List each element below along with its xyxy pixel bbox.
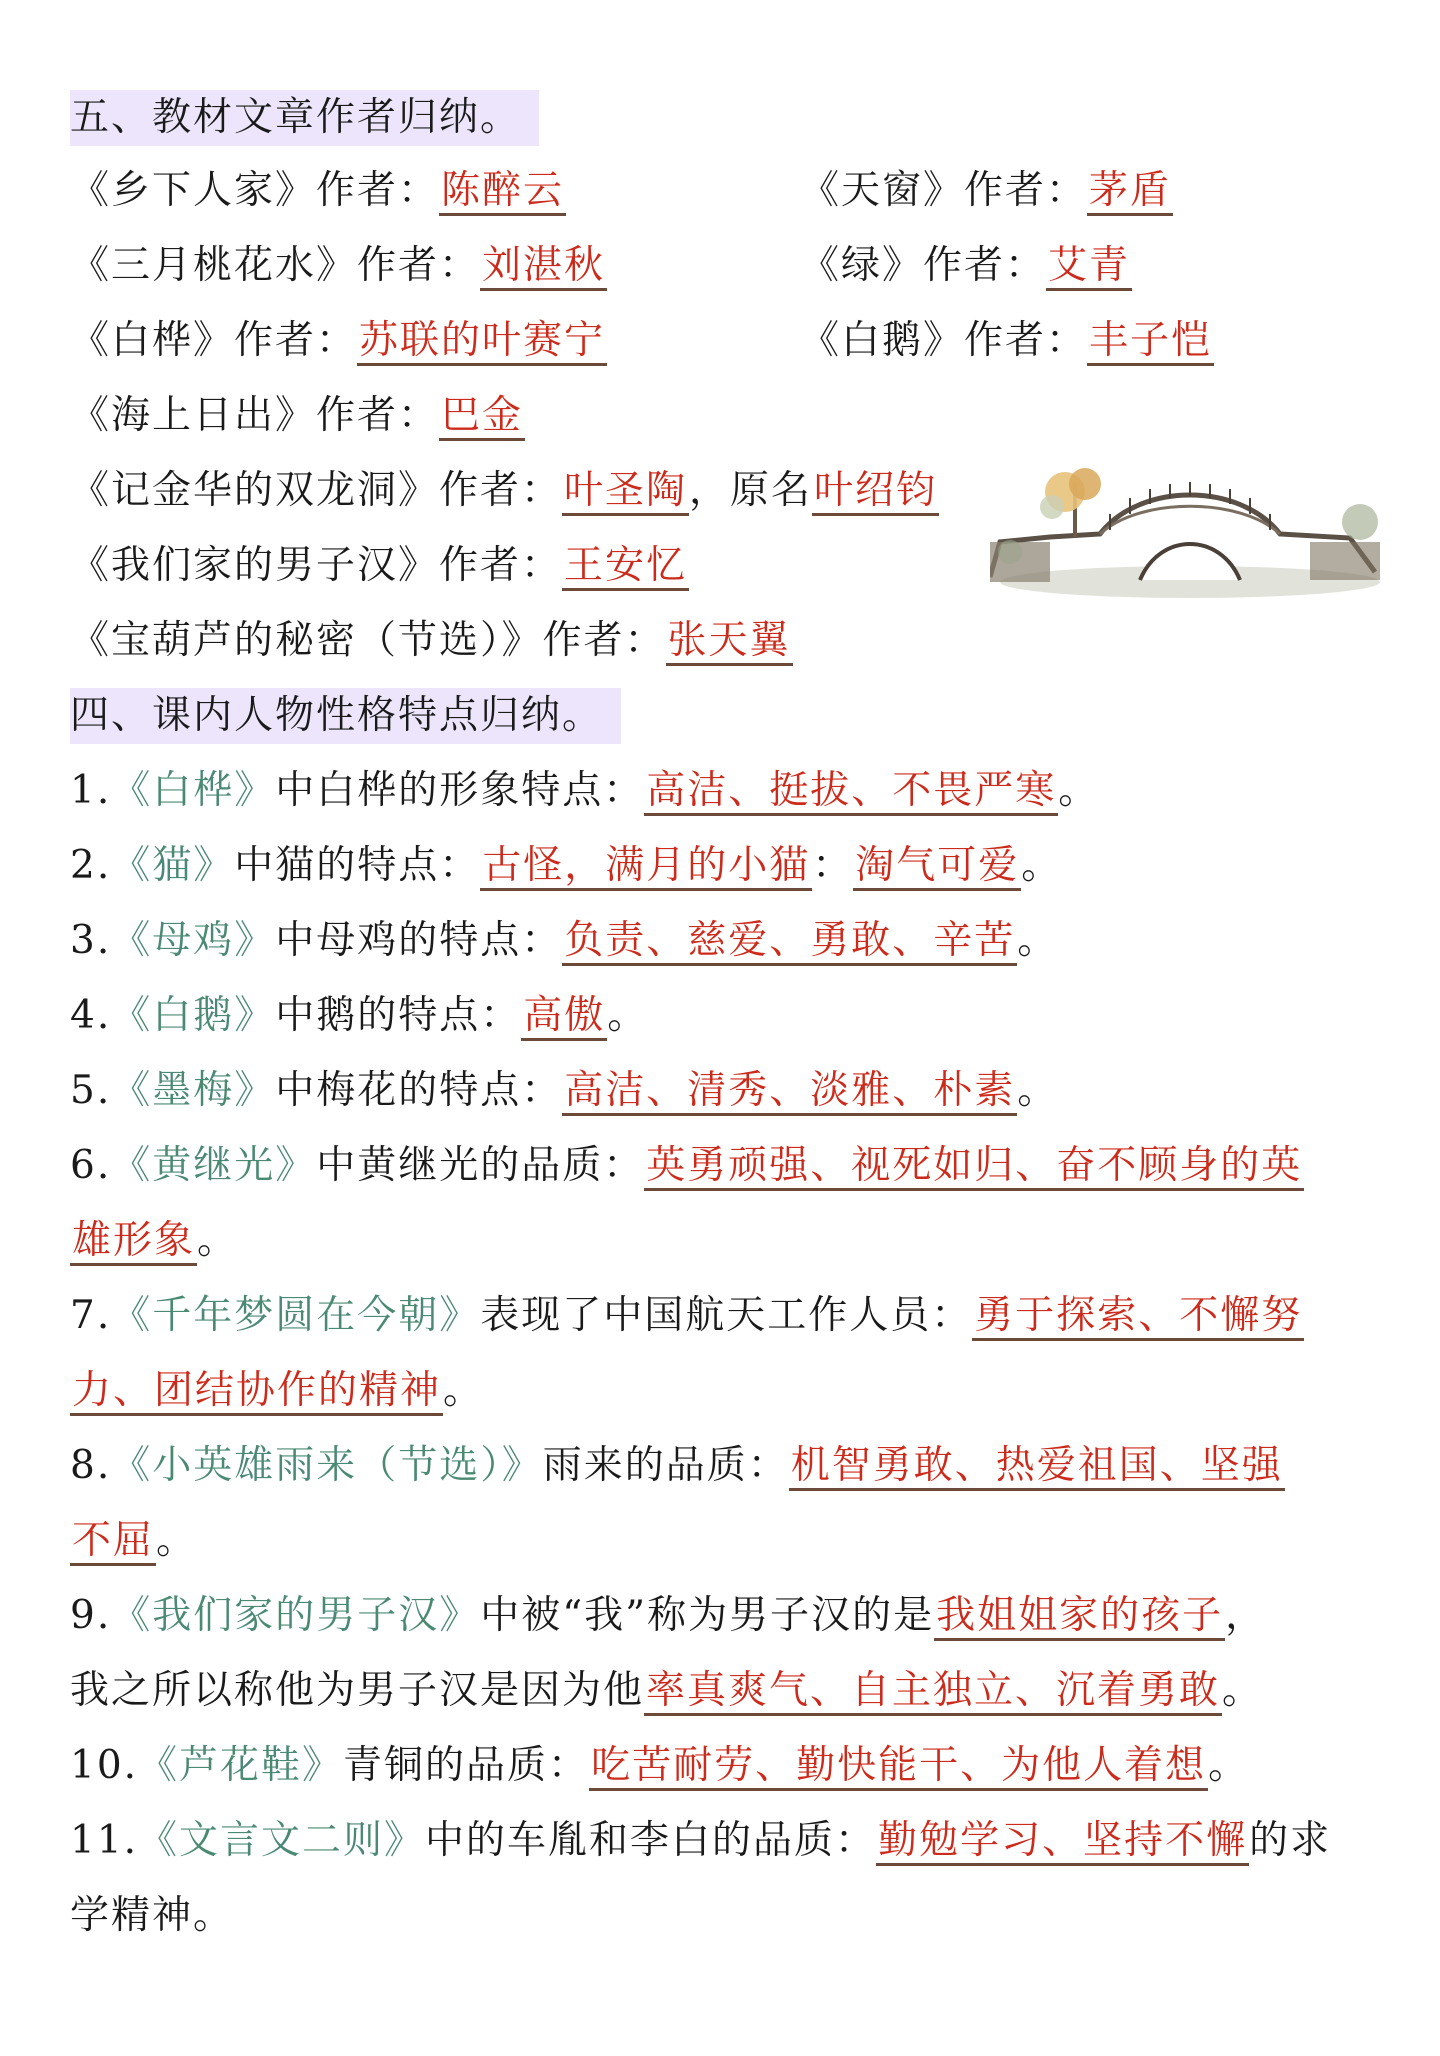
item-title: 《黄继光》 (111, 1143, 317, 1188)
item-number: 1. (70, 768, 112, 813)
item-text: 中梅花的特点： (275, 1068, 563, 1113)
item-end: 。 (193, 1893, 235, 1938)
trait-item-11 (70, 1813, 1370, 1869)
item-answer: 英勇顽强、视死如归、奋不顾身的英 (644, 1143, 1304, 1191)
item-mid: ： (812, 843, 854, 888)
author-row-1 (70, 163, 1370, 219)
author-label: 《三月桃花水》作者： (70, 243, 481, 288)
item-text-cont: 我之所以称他为男子汉是因为他 (70, 1668, 645, 1713)
trait-item-5 (70, 1063, 1370, 1119)
item-answer: 勤勉学习、坚持不懈 (876, 1818, 1249, 1866)
trait-item-1 (70, 763, 1370, 819)
item-text: 中黄继光的品质： (316, 1143, 645, 1188)
item-number: 7. (70, 1293, 112, 1338)
author-row-4 (70, 388, 1370, 444)
section5-heading-row (70, 90, 1370, 146)
item-end: 。 (607, 993, 649, 1038)
item-end: 。 (1021, 843, 1063, 888)
item-end: 。 (1017, 918, 1059, 963)
item-answer-cont: 雄形象 (70, 1218, 197, 1266)
item-number: 4. (70, 993, 112, 1038)
author-label: 《记金华的双龙洞》作者： (70, 468, 563, 513)
author-label: 《绿》作者： (800, 243, 1047, 288)
item-end: 。 (443, 1368, 485, 1413)
item-answer: 高洁、挺拔、不畏严寒 (644, 768, 1058, 816)
item-text: 中猫的特点： (234, 843, 481, 888)
item-answer: 机智勇敢、热爱祖国、坚强 (789, 1443, 1285, 1491)
author-answer: 王安忆 (562, 543, 689, 591)
item-title: 《芦花鞋》 (138, 1743, 344, 1788)
trait-item-7 (70, 1288, 1370, 1344)
author-row-2 (70, 238, 1370, 294)
item-answer: 负责、慈爱、勇敢、辛苦 (562, 918, 1017, 966)
item-end: 。 (1017, 1068, 1059, 1113)
item-mid: ， (1225, 1593, 1267, 1638)
item-title: 《文言文二则》 (138, 1818, 426, 1863)
author-answer: 艾青 (1046, 243, 1132, 291)
trait-item-2 (70, 838, 1370, 894)
section4-heading-row (70, 688, 1370, 744)
item-end: 。 (1208, 1743, 1250, 1788)
section4-heading: 四、课内人物性格特点归纳。 (70, 688, 621, 744)
item-text: 中被“我”称为男子汉的是 (480, 1593, 935, 1638)
item-number: 11. (70, 1818, 139, 1863)
author-answer: 陈醉云 (439, 168, 566, 216)
item-answer: 吃苦耐劳、勤快能干、为他人着想 (589, 1743, 1208, 1791)
item-answer-2: 淘气可爱 (853, 843, 1021, 891)
author-label: 《乡下人家》作者： (70, 168, 440, 213)
item-title: 《母鸡》 (111, 918, 276, 963)
item-text-cont: 学精神 (70, 1893, 194, 1938)
item-title: 《白鹅》 (111, 993, 276, 1038)
author-label: 《宝葫芦的秘密（节选）》作者： (70, 618, 666, 663)
trait-item-7-cont (70, 1363, 1370, 1419)
item-title: 《白桦》 (111, 768, 276, 813)
author-answer: 巴金 (439, 393, 525, 441)
author-row-3 (70, 313, 1370, 369)
item-number: 8. (70, 1443, 112, 1488)
item-number: 10. (70, 1743, 139, 1788)
section5-heading: 五、教材文章作者归纳。 (70, 90, 539, 146)
author-answer: 丰子恺 (1087, 318, 1214, 366)
item-text: 雨来的品质： (542, 1443, 789, 1488)
author-label: 《白桦》作者： (70, 318, 358, 363)
item-number: 3. (70, 918, 112, 963)
author-answer: 苏联的叶赛宁 (357, 318, 607, 366)
item-title: 《猫》 (111, 843, 235, 888)
trait-item-3 (70, 913, 1370, 969)
item-answer: 古怪，满月的小猫 (480, 843, 812, 891)
author-answer: 叶圣陶 (562, 468, 689, 516)
item-number: 5. (70, 1068, 112, 1113)
item-text: 中母鸡的特点： (275, 918, 563, 963)
item-answer: 高傲 (521, 993, 607, 1041)
trait-item-9 (70, 1588, 1370, 1644)
author-label: 《白鹅》作者： (800, 318, 1088, 363)
trait-item-8-cont (70, 1513, 1370, 1569)
item-end: 。 (1058, 768, 1100, 813)
item-answer-cont: 力、团结协作的精神 (70, 1368, 443, 1416)
item-text: 中鹅的特点： (275, 993, 522, 1038)
trait-item-9-cont (70, 1663, 1370, 1719)
trait-item-6 (70, 1138, 1370, 1194)
item-title: 《千年梦圆在今朝》 (111, 1293, 481, 1338)
trait-item-6-cont (70, 1213, 1370, 1269)
item-number: 2. (70, 843, 112, 888)
author-answer: 刘湛秋 (480, 243, 607, 291)
trait-item-8 (70, 1438, 1370, 1494)
trait-item-10 (70, 1738, 1370, 1794)
item-title: 《墨梅》 (111, 1068, 276, 1113)
author-answer: 茅盾 (1087, 168, 1173, 216)
item-text: 表现了中国航天工作人员： (480, 1293, 973, 1338)
trait-item-11-cont (70, 1888, 1370, 1944)
author-answer-2: 叶绍钧 (812, 468, 939, 516)
item-end: 。 (156, 1518, 198, 1563)
item-number: 6. (70, 1143, 112, 1188)
item-text: 中的车胤和李白的品质： (425, 1818, 877, 1863)
item-text: 中白桦的形象特点： (275, 768, 645, 813)
item-number: 9. (70, 1593, 112, 1638)
item-title: 《我们家的男子汉》 (111, 1593, 481, 1638)
item-answer: 勇于探索、不懈努 (972, 1293, 1304, 1341)
author-label: 《天窗》作者： (800, 168, 1088, 213)
item-mid: 的求 (1249, 1818, 1332, 1863)
item-end: 。 (197, 1218, 239, 1263)
item-answer: 我姐姐家的孩子 (934, 1593, 1225, 1641)
trait-item-4 (70, 988, 1370, 1044)
author-mid-text: ，原名 (689, 468, 813, 513)
author-answer: 张天翼 (666, 618, 793, 666)
author-label: 《海上日出》作者： (70, 393, 440, 438)
item-title: 《小英雄雨来（节选）》 (111, 1443, 543, 1488)
item-answer-cont: 不屈 (70, 1518, 156, 1566)
bridge-illustration (990, 462, 1380, 602)
author-label: 《我们家的男子汉》作者： (70, 543, 563, 588)
item-answer: 高洁、清秀、淡雅、朴素 (562, 1068, 1017, 1116)
author-row-7 (70, 613, 1370, 669)
item-text: 青铜的品质： (343, 1743, 590, 1788)
item-end: 。 (1222, 1668, 1264, 1713)
item-answer-cont: 率真爽气、自主独立、沉着勇敢 (644, 1668, 1222, 1716)
